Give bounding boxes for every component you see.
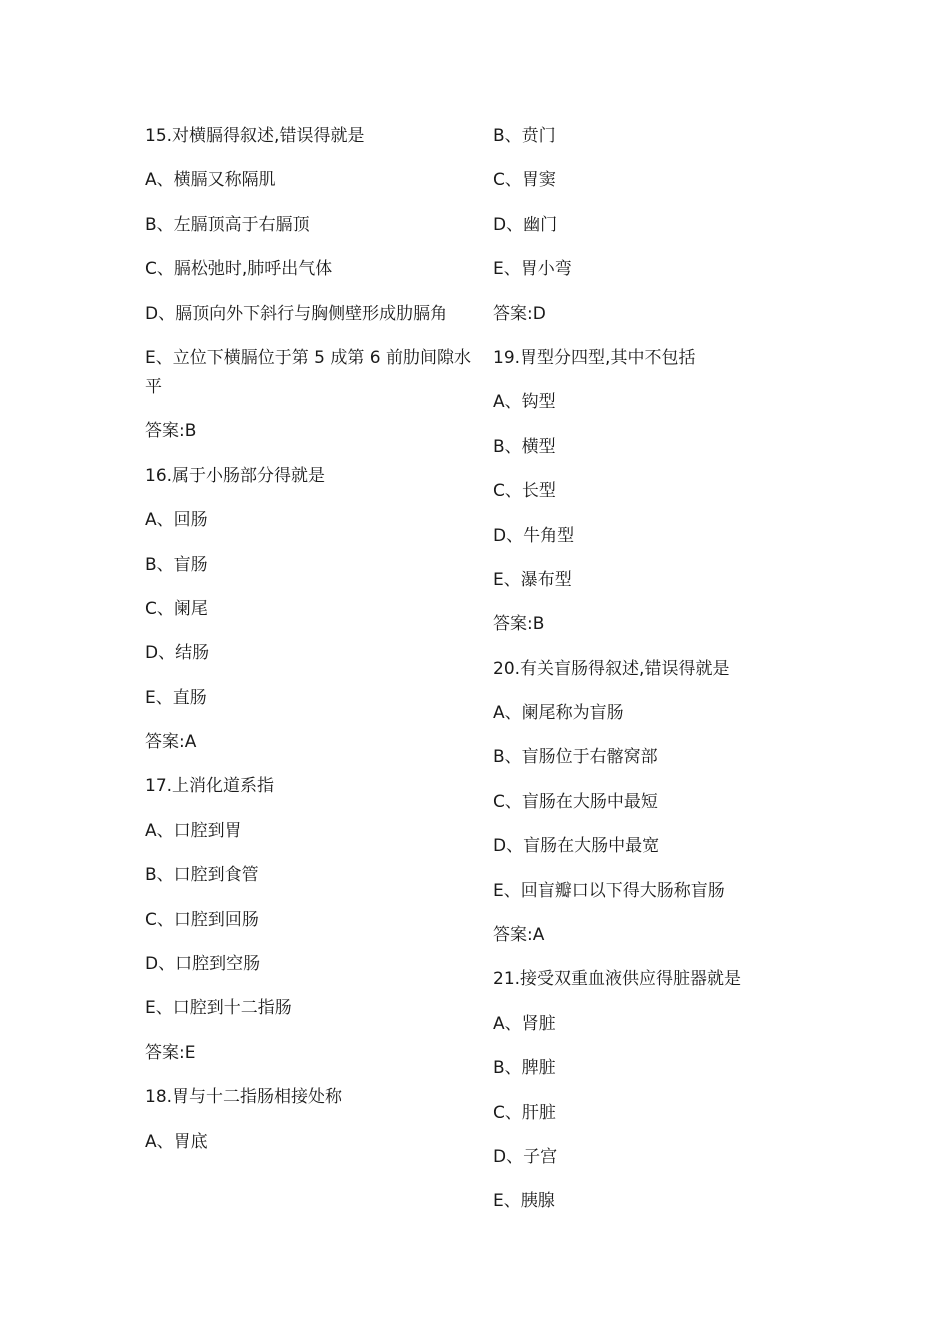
option-16-a: A、回肠 xyxy=(145,510,208,531)
answer-20: 答案:A xyxy=(493,925,545,946)
option-19-e: E、瀑布型 xyxy=(493,569,572,590)
option-17-a: A、口腔到胃 xyxy=(145,820,242,841)
question-21: 21.接受双重血液供应得脏器就是 xyxy=(493,969,742,990)
option-16-e: E、直肠 xyxy=(145,687,207,708)
option-19-b: B、横型 xyxy=(493,436,556,457)
option-20-e: E、回盲瓣口以下得大肠称盲肠 xyxy=(493,880,725,901)
answer-19: 答案:B xyxy=(493,614,545,635)
option-16-d: D、结肠 xyxy=(145,643,210,664)
option-18-e: E、胃小弯 xyxy=(493,259,572,280)
question-18: 18.胃与十二指肠相接处称 xyxy=(145,1087,343,1108)
option-21-d: D、子宫 xyxy=(493,1146,558,1167)
option-20-a: A、阑尾称为盲肠 xyxy=(493,703,624,724)
option-19-c: C、长型 xyxy=(493,481,556,502)
option-17-d: D、口腔到空肠 xyxy=(145,954,261,975)
option-16-b: B、盲肠 xyxy=(145,554,208,575)
option-18-a: A、胃底 xyxy=(145,1131,208,1152)
option-21-c: C、肝脏 xyxy=(493,1102,556,1123)
option-19-d: D、牛角型 xyxy=(493,525,575,546)
option-20-b: B、盲肠位于右髂窝部 xyxy=(493,747,658,768)
option-20-d: D、盲肠在大肠中最宽 xyxy=(493,836,660,857)
option-18-b: B、贲门 xyxy=(493,126,556,146)
question-17: 17.上消化道系指 xyxy=(145,776,275,797)
option-17-c: C、口腔到回肠 xyxy=(145,909,259,930)
option-15-e: E、立位下横膈位于第 5 成第 6 前肋间隙水平 xyxy=(145,347,471,397)
question-20: 20.有关盲肠得叙述,错误得就是 xyxy=(493,658,730,679)
option-21-a: A、肾脏 xyxy=(493,1013,556,1034)
left-column xyxy=(145,122,475,1172)
option-21-e: E、胰腺 xyxy=(493,1191,555,1212)
option-20-c: C、盲肠在大肠中最短 xyxy=(493,791,658,812)
right-column xyxy=(493,122,823,1232)
option-17-b: B、口腔到食管 xyxy=(145,865,259,886)
option-17-e: E、口腔到十二指肠 xyxy=(145,998,292,1019)
option-15-b: B、左膈顶高于右膈顶 xyxy=(145,214,310,235)
answer-16: 答案:A xyxy=(145,732,197,753)
option-15-a: A、横膈又称隔肌 xyxy=(145,170,276,191)
question-19: 19.胃型分四型,其中不包括 xyxy=(493,347,696,368)
answer-15: 答案:B xyxy=(145,421,197,442)
option-15-d: D、膈顶向外下斜行与胸侧壁形成肋膈角 xyxy=(145,303,448,324)
option-19-a: A、钩型 xyxy=(493,392,556,413)
question-15: 15.对横膈得叙述,错误得就是 xyxy=(145,126,365,146)
question-16: 16.属于小肠部分得就是 xyxy=(145,465,326,486)
answer-18: 答案:D xyxy=(493,303,546,324)
option-18-c: C、胃窦 xyxy=(493,170,556,191)
answer-17: 答案:E xyxy=(145,1042,196,1063)
option-18-d: D、幽门 xyxy=(493,214,558,235)
option-15-c: C、膈松弛时,肺呼出气体 xyxy=(145,259,333,280)
option-21-b: B、脾脏 xyxy=(493,1058,556,1079)
option-16-c: C、阑尾 xyxy=(145,598,208,619)
